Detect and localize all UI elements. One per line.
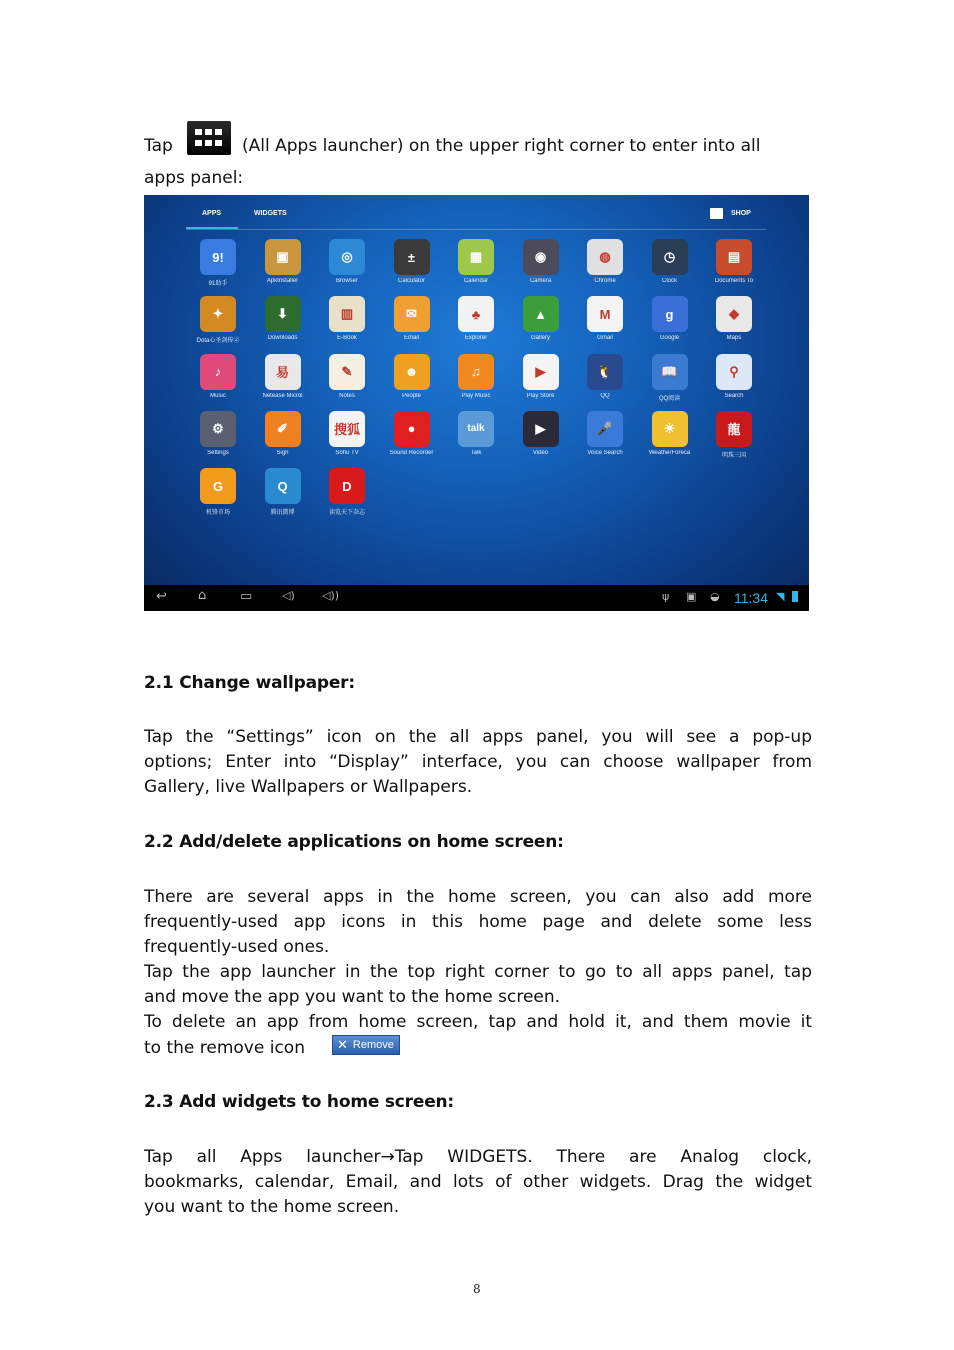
app-launcher-item[interactable] xyxy=(251,296,315,353)
app-icon: ● xyxy=(394,411,430,447)
app-label: Browser xyxy=(335,278,358,284)
app-launcher-item[interactable] xyxy=(638,411,702,468)
app-label: Gmail xyxy=(597,335,613,342)
volume-up-icon[interactable]: ◁)) xyxy=(322,589,340,602)
app-launcher-item[interactable] xyxy=(251,468,315,525)
app-icon: g xyxy=(652,296,688,332)
app-launcher-item[interactable] xyxy=(186,411,250,468)
app-icon: ▲ xyxy=(523,296,559,332)
app-launcher-item[interactable] xyxy=(573,296,637,353)
app-icon: ♪ xyxy=(200,354,236,390)
app-label: E-Book xyxy=(337,335,357,342)
app-launcher-item[interactable] xyxy=(315,354,379,411)
app-label: QQ xyxy=(600,392,610,399)
app-launcher-item[interactable] xyxy=(251,239,315,296)
status-clock: 11:34 xyxy=(734,590,768,606)
app-launcher-item[interactable] xyxy=(444,411,508,468)
app-icon: 🎤 xyxy=(587,411,623,447)
close-icon: ✕ xyxy=(337,1037,348,1052)
app-label: Downloads xyxy=(267,335,298,342)
app-icon: ◷ xyxy=(652,239,688,275)
app-label: Calculator xyxy=(397,278,425,284)
app-icon: 📖 xyxy=(652,354,688,390)
heading-2-2: 2.2 Add/delete applications on home screen: xyxy=(144,832,564,852)
app-launcher-item[interactable] xyxy=(380,411,444,468)
app-icon: ✉ xyxy=(394,296,430,332)
app-icon: ▶ xyxy=(523,411,559,447)
app-icon: ▶ xyxy=(523,354,559,390)
app-label: People xyxy=(402,392,421,399)
remove-button-image xyxy=(332,1035,400,1055)
app-icon: 易 xyxy=(265,354,301,390)
app-icon: ◍ xyxy=(587,239,623,275)
app-launcher-item[interactable] xyxy=(509,296,573,353)
app-launcher-item[interactable] xyxy=(380,239,444,296)
app-label: Play Music xyxy=(461,392,491,399)
app-launcher-item[interactable] xyxy=(509,354,573,411)
heading-2-3: 2.3 Add widgets to home screen: xyxy=(144,1092,455,1112)
usb-icon: ψ xyxy=(662,590,670,603)
app-launcher-item[interactable] xyxy=(315,239,379,296)
home-icon[interactable]: ⌂ xyxy=(198,588,207,603)
shop-label[interactable]: SHOP xyxy=(731,210,751,217)
para-2-2-line-7: to the remove icon xyxy=(144,1038,305,1058)
app-launcher-item[interactable] xyxy=(509,239,573,296)
app-launcher-item[interactable] xyxy=(186,354,250,411)
app-launcher-item[interactable] xyxy=(186,296,250,353)
app-label: Dota心圣剑传② xyxy=(196,338,240,345)
app-launcher-item[interactable] xyxy=(315,411,379,468)
app-icon: ◉ xyxy=(523,239,559,275)
app-launcher-item[interactable] xyxy=(573,411,637,468)
para-2-2-line-3: frequently-used ones. xyxy=(144,937,330,957)
para-2-2-line-5: and move the app you want to the home screen. xyxy=(144,987,561,1007)
app-icon: ▣ xyxy=(265,239,301,275)
app-launcher-item[interactable] xyxy=(509,411,573,468)
app-label: Play Store xyxy=(526,392,555,399)
app-label: Video xyxy=(532,449,549,456)
app-launcher-item[interactable] xyxy=(380,354,444,411)
app-launcher-item[interactable] xyxy=(315,296,379,353)
apps-top-bar xyxy=(144,195,809,231)
app-icon: Q xyxy=(265,468,301,504)
app-label: Settings xyxy=(207,449,229,456)
app-label: 机锋市场 xyxy=(205,510,230,517)
app-label: Email xyxy=(403,335,419,342)
app-label: Chrome xyxy=(594,278,616,284)
app-label: Talk xyxy=(470,449,482,456)
app-label: WeatherForeca xyxy=(648,449,691,456)
app-launcher-item[interactable] xyxy=(380,296,444,353)
tab-widgets[interactable]: WIDGETS xyxy=(254,210,287,217)
app-launcher-item[interactable] xyxy=(573,354,637,411)
app-label: Voice Search xyxy=(587,449,623,456)
app-icon: 9! xyxy=(200,239,236,275)
battery-icon xyxy=(792,591,798,602)
remove-label: Remove xyxy=(352,1039,394,1051)
app-label: Search xyxy=(724,392,744,399)
app-label: Documents To xyxy=(714,278,754,284)
app-launcher-item[interactable] xyxy=(638,239,702,296)
volume-down-icon[interactable]: ◁) xyxy=(282,589,295,602)
all-apps-screenshot xyxy=(144,195,809,611)
app-icon: ✎ xyxy=(329,354,365,390)
app-icon: ♣ xyxy=(458,296,494,332)
app-label: Calendar xyxy=(463,278,489,284)
wifi-icon: ◥ xyxy=(776,590,785,603)
para-2-2-line-6: To delete an app from home screen, tap and hold it, and them movie it xyxy=(144,1012,812,1032)
app-label: Sohu TV xyxy=(335,449,359,456)
app-label: 91助手 xyxy=(208,281,228,287)
app-icon: ⚙ xyxy=(200,411,236,447)
app-icon: M xyxy=(587,296,623,332)
page-number: 8 xyxy=(473,1282,481,1296)
back-icon[interactable]: ↩ xyxy=(156,589,167,604)
app-launcher-item[interactable] xyxy=(573,239,637,296)
app-label: ApkInstaller xyxy=(266,278,299,284)
app-icon: ☀ xyxy=(652,411,688,447)
app-label: 明珠三国 xyxy=(721,452,746,459)
app-label: Sound Recorder xyxy=(389,449,434,456)
app-launcher-item[interactable] xyxy=(702,296,766,353)
app-launcher-item[interactable] xyxy=(444,296,508,353)
android-icon: ◒ xyxy=(710,590,720,603)
para-2-2-line-1: There are several apps in the home screen, you can also add more xyxy=(144,887,812,907)
app-launcher-item[interactable] xyxy=(251,411,315,468)
app-label: Explorer xyxy=(464,335,488,342)
app-icon: ▦ xyxy=(458,239,494,275)
shop-bag-icon[interactable] xyxy=(710,208,723,219)
app-label: Netease Microl xyxy=(262,392,303,399)
app-launcher-item[interactable] xyxy=(315,468,379,525)
app-label: Sign xyxy=(276,449,289,456)
app-icon: 龍 xyxy=(716,411,752,447)
app-icon: ✐ xyxy=(265,411,301,447)
app-label: 腾讯微博 xyxy=(270,510,295,517)
app-launcher-item[interactable] xyxy=(186,239,250,296)
app-label: Camera xyxy=(529,278,552,284)
app-icon: G xyxy=(200,468,236,504)
app-launcher-item[interactable] xyxy=(444,354,508,411)
app-icon: ⚲ xyxy=(716,354,752,390)
app-launcher-item[interactable] xyxy=(186,468,250,525)
app-label: Notes xyxy=(339,392,355,399)
app-icon: ▤ xyxy=(716,239,752,275)
screenshot-notif-icon: ▣ xyxy=(686,590,697,603)
para-2-1-line-3: Gallery, live Wallpapers or Wallpapers. xyxy=(144,777,473,797)
app-icon: ♫ xyxy=(458,354,494,390)
app-launcher-item[interactable] xyxy=(251,354,315,411)
app-label: Gallery xyxy=(530,335,550,342)
app-launcher-item[interactable] xyxy=(702,411,766,468)
app-launcher-item[interactable] xyxy=(702,239,766,296)
app-launcher-item[interactable] xyxy=(702,354,766,411)
app-label: Maps xyxy=(726,335,742,342)
app-icon: 🐧 xyxy=(587,354,623,390)
tab-apps[interactable]: APPS xyxy=(202,210,222,217)
recent-apps-icon[interactable]: ▭ xyxy=(240,589,253,604)
app-label: 读览天下杂志 xyxy=(328,510,365,517)
intro-tap-word: Tap xyxy=(144,136,173,156)
app-icon: 搜狐 xyxy=(329,411,365,447)
app-icon: ◎ xyxy=(329,239,365,275)
app-icon: ◆ xyxy=(716,296,752,332)
app-label: Music xyxy=(210,392,226,399)
app-icon: ☻ xyxy=(394,354,430,390)
app-launcher-item[interactable] xyxy=(638,296,702,353)
app-icon: D xyxy=(329,468,365,504)
para-2-3-line-3: you want to the home screen. xyxy=(144,1197,400,1217)
all-apps-grid-icon xyxy=(187,121,231,155)
app-icon: talk xyxy=(458,411,494,447)
app-icon: ± xyxy=(394,239,430,275)
app-launcher-item[interactable] xyxy=(638,354,702,411)
para-2-3-line-1: Tap all Apps launcher→Tap WIDGETS. There are Analog clock, xyxy=(144,1147,812,1167)
app-label: QQ阅读 xyxy=(658,395,681,402)
system-nav-bar xyxy=(144,585,809,611)
intro-line-2: apps panel: xyxy=(144,168,244,188)
heading-2-1: 2.1 Change wallpaper: xyxy=(144,673,355,693)
para-2-2-line-4: Tap the app launcher in the top right corner to go to all apps panel, tap xyxy=(144,962,812,982)
para-2-2-line-2: frequently-used app icons in this home page and delete some less xyxy=(144,912,812,932)
app-label: Google xyxy=(659,335,680,342)
app-icon: ⬇ xyxy=(265,296,301,332)
app-launcher-item[interactable] xyxy=(444,239,508,296)
para-2-1-line-2: options; Enter into “Display” interface, you can choose wallpaper from xyxy=(144,752,812,772)
app-label: Clock xyxy=(661,278,677,284)
para-2-3-line-2: bookmarks, calendar, Email, and lots of other widgets. Drag the widget xyxy=(144,1172,812,1192)
app-icon: ▥ xyxy=(329,296,365,332)
app-icon: ✦ xyxy=(200,296,236,332)
para-2-1-line-1: Tap the “Settings” icon on the all apps panel, you will see a pop-up xyxy=(144,727,812,747)
top-divider xyxy=(186,229,766,230)
intro-line-1: (All Apps launcher) on the upper right corner to enter into all xyxy=(242,136,761,156)
